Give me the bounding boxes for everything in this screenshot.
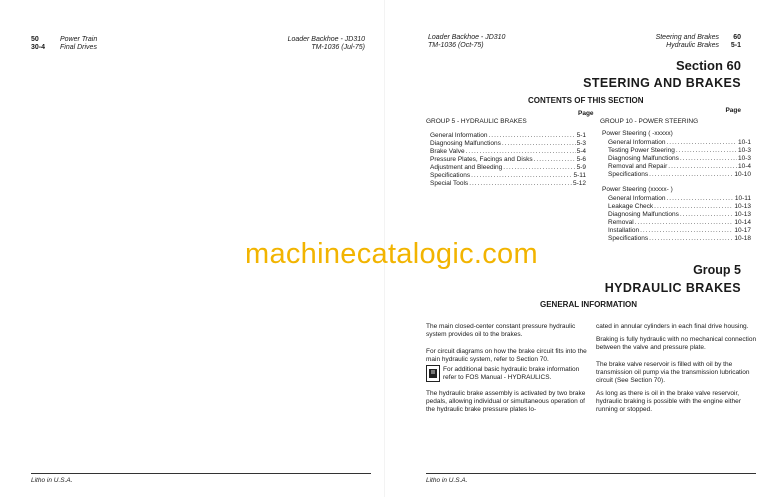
right-header-page: 60 [733,34,741,41]
toc-item-page: 5-6 [576,156,586,163]
toc-row [608,211,751,219]
body-col2-p4: As long as there is oil in the brake valve reservoir, hydraulic braking is possible with the engine either running or stopped. [596,390,741,413]
toc-item-page: 5-1 [576,132,586,139]
toc-leader-dots [676,147,737,155]
toc-row [430,132,586,140]
toc-row [608,155,751,163]
toc-leader-dots [649,171,733,179]
toc-item-label: Specifications [608,171,649,178]
toc-row [430,148,586,156]
toc-item-label: Leakage Check [608,203,654,210]
left-header-model: Loader Backhoe - JD310 [287,36,365,43]
left-header-section: 30-4 [31,44,46,51]
toc-row [430,156,586,164]
toc-leader-dots [466,148,576,156]
body-col2-p3: The brake valve reservoir is filled with oil by the transmission oil pump via the transmission lubrication circuit (See Section 70). [596,361,750,384]
toc-item-page: 5-11 [573,172,586,179]
toc-item-label: Removal and Repair [608,163,668,170]
toc-leader-dots [503,164,575,172]
section-label: Section 60 [675,58,741,73]
page-col-label-left: Page [578,110,594,117]
body-col2-p2: Braking is fully hydraulic with no mechanical connection between the valve and pressure plate. [596,336,757,351]
contents-title: CONTENTS OF THIS SECTION [528,96,644,105]
toc-row [430,140,586,148]
toc-item-page: 5-12 [572,180,586,187]
toc-leader-dots [471,172,572,180]
right-header-section: 5-1 [730,42,741,49]
right-header-title1: Steering and Brakes [655,34,719,41]
body-col1-p1: The main closed-center constant pressure hydraulic system provides oil to the brakes. [426,323,576,338]
toc-leader-dots [488,132,575,140]
toc-item-label: Diagnosing Malfunctions [608,211,679,218]
toc-item-label: Removal [608,219,634,226]
toc-leader-dots [668,163,737,171]
toc-row [430,180,586,188]
general-info-title: GENERAL INFORMATION [540,300,638,309]
toc-row [608,147,751,155]
toc-item-label: Installation [608,227,640,234]
toc-leader-dots [534,156,576,164]
toc-item-page: 10-3 [737,155,751,162]
group5-contents-heading: GROUP 5 - HYDRAULIC BRAKES [426,118,527,125]
body-col1-p2: For circuit diagrams on how the brake circuit fits into the main hydraulic system, refer to Section 70. [426,348,587,363]
toc-item-label: Adjustment and Bleeding [430,164,503,171]
book-icon [426,365,440,382]
left-header-page: 50 [31,36,39,43]
toc-item-label: Diagnosing Malfunctions [430,140,501,147]
toc-item-label: General Information [608,139,666,146]
toc-item-label: General Information [608,195,666,202]
group-label: Group 5 [693,263,741,277]
toc-item-page: 10-17 [734,227,751,234]
toc-item-page: 10-1 [737,139,751,146]
toc-item-page: 10-14 [734,219,751,226]
toc-leader-dots [666,139,737,147]
toc-row [608,139,751,147]
toc-leader-dots [654,203,733,211]
group10-contents-heading: GROUP 10 - POWER STEERING [600,118,699,125]
left-header-title1: Power Train [60,36,98,43]
toc-leader-dots [502,140,576,148]
group10-sub1-heading: Power Steering ( -xxxxx) [602,130,673,137]
watermark-text: machinecatalogic.com [245,238,538,270]
toc-row [608,219,751,227]
toc-leader-dots [635,219,734,227]
left-header-title2: Final Drives [60,44,97,51]
right-footer-rule [426,473,756,474]
page-col-label-right: Page [725,107,741,114]
toc-leader-dots [649,235,733,243]
toc-item-label: Diagnosing Malfunctions [608,155,679,162]
toc-item-label: Pressure Plates, Facings and Disks [430,156,533,163]
toc-leader-dots [666,195,733,203]
toc-row [608,171,751,179]
toc-item-page: 5-4 [576,148,586,155]
toc-row [608,235,751,243]
toc-item-page: 10-11 [734,195,751,202]
toc-item-page: 5-9 [576,164,586,171]
right-header-model: Loader Backhoe - JD310 [428,34,506,41]
toc-row [608,163,751,171]
section-title: STEERING AND BRAKES [583,76,741,90]
toc-item-page: 10-4 [737,163,751,170]
toc-row [608,203,751,211]
toc-leader-dots [680,155,737,163]
toc-leader-dots [469,180,572,188]
left-header-manual: TM-1036 (Jul-75) [311,44,365,51]
group10-sub2-heading: Power Steering (xxxxx- ) [602,186,673,193]
toc-row [430,164,586,172]
toc-leader-dots [640,227,733,235]
body-col1-p3: For additional basic hydraulic brake information refer to FOS Manual - HYDRAULICS. [443,366,580,381]
toc-leader-dots [680,211,734,219]
right-header-manual: TM-1036 (Oct-75) [428,42,484,49]
toc-item-page: 10-18 [734,235,751,242]
left-footer: Litho in U.S.A. [31,477,73,484]
body-col1-p4: The hydraulic brake assembly is activated by two brake pedals, allowing individual or simultaneous operation of the hydraulic brake pressure plates lo- [426,390,586,413]
left-footer-rule [31,473,371,474]
toc-row [430,172,586,180]
right-footer: Litho in U.S.A. [426,477,468,484]
right-header-title2: Hydraulic Brakes [666,42,719,49]
toc-item-label: Brake Valve [430,148,465,155]
toc-item-label: Testing Power Steering [608,147,675,154]
toc-row [608,195,751,203]
group-title: HYDRAULIC BRAKES [604,281,741,295]
toc-item-label: Specifications [430,172,471,179]
toc-item-label: General Information [430,132,488,139]
toc-item-page: 10-13 [734,203,751,210]
toc-item-label: Special Tools [430,180,469,187]
toc-item-page: 10-10 [734,171,751,178]
toc-row [608,227,751,235]
toc-item-page: 5-3 [576,140,586,147]
toc-item-page: 10-13 [734,211,751,218]
toc-item-page: 10-3 [737,147,751,154]
toc-item-label: Specifications [608,235,649,242]
body-col2-p1: cated in annular cylinders in each final drive housing. [596,323,749,330]
